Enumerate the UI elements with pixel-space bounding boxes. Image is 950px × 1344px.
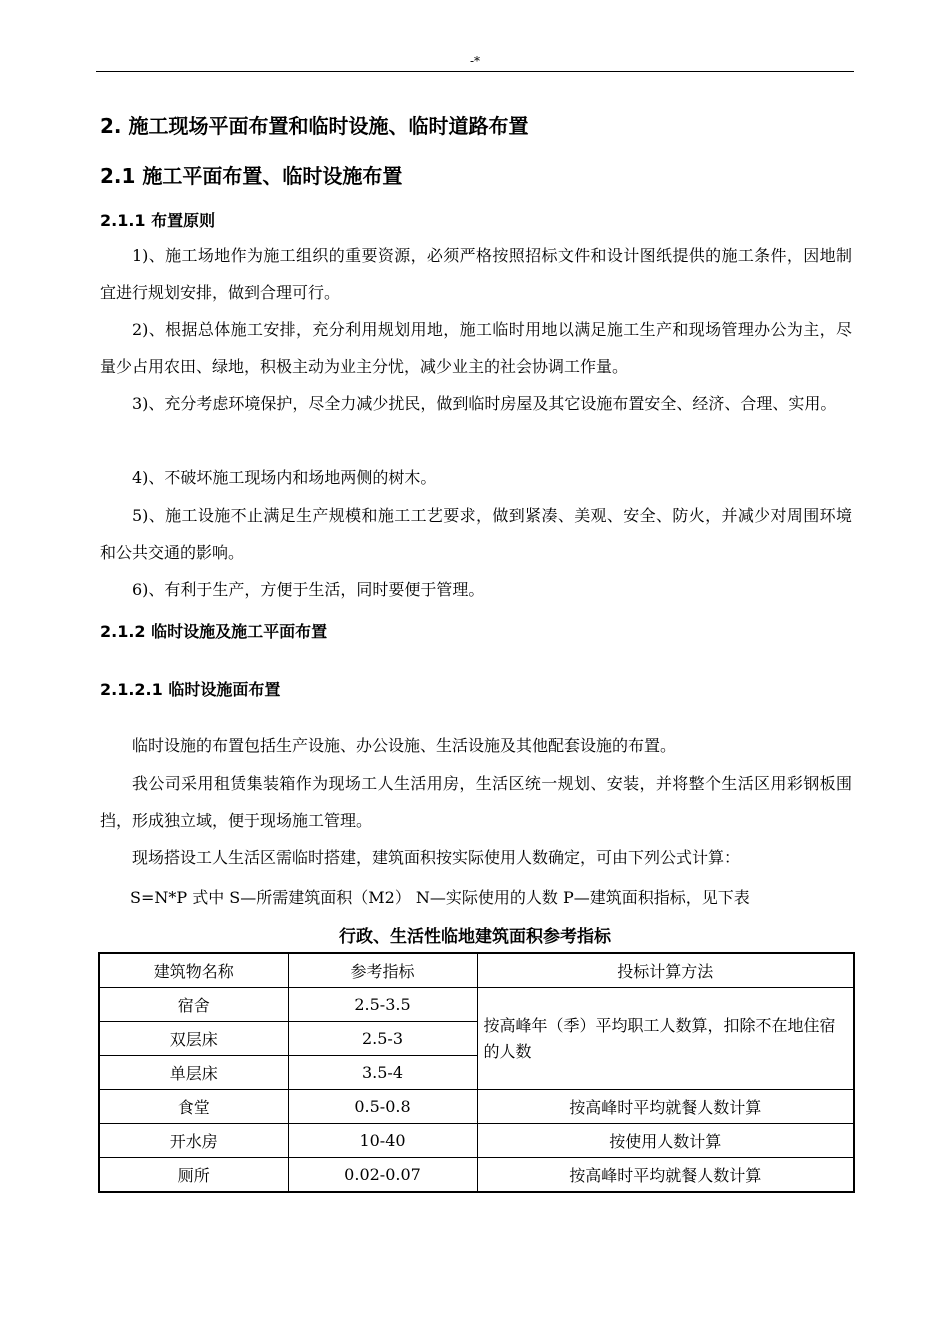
header-mark: -* (469, 54, 481, 68)
cell-method: 按使用人数计算 (477, 1124, 854, 1158)
header-reference-index: 参考指标 (288, 953, 477, 988)
header-calc-method: 投标计算方法 (477, 953, 854, 988)
cell-index: 0.5-0.8 (288, 1090, 477, 1124)
cell-method: 按高峰时平均就餐人数计算 (477, 1158, 854, 1193)
table-row (99, 1090, 854, 1124)
facility-para-3: 现场搭设工人生活区需临时搭建，建筑面积按实际使用人数确定，可由下列公式计算： (132, 848, 741, 867)
principle-6: 6)、有利于生产，方便于生活，同时要便于管理。 (132, 580, 485, 599)
table-header-row (99, 953, 854, 988)
facility-para-1: 临时设施的布置包括生产设施、办公设施、生活设施及其他配套设施的布置。 (132, 736, 677, 755)
cell-index: 10-40 (288, 1124, 477, 1158)
cell-index: 3.5-4 (288, 1056, 477, 1090)
principle-4: 4)、不破坏施工现场内和场地两侧的树木。 (132, 468, 437, 487)
principle-1: 1)、施工场地作为施工组织的重要资源，必须严格按照招标文件和设计图纸提供的施工条件，因地制宜进行规划安排，做到合理可行。 (100, 246, 852, 302)
heading-section-2-1-1: 2.1.1 布置原则 (100, 211, 216, 230)
cell-name: 食堂 (99, 1090, 288, 1124)
cell-name: 宿舍 (99, 988, 288, 1022)
reference-table (98, 952, 855, 1193)
table-title: 行政、生活性临地建筑面积参考指标 (339, 927, 611, 947)
principle-3: 3)、充分考虑环境保护，尽全力减少扰民，做到临时房屋及其它设施布置安全、经济、合理、实用。 (132, 394, 837, 413)
header-building-name: 建筑物名称 (99, 953, 288, 988)
cell-name: 单层床 (99, 1056, 288, 1090)
page-header (96, 55, 854, 72)
table-row (99, 1158, 854, 1193)
principle-2: 2)、根据总体施工安排，充分利用规划用地，施工临时用地以满足施工生产和现场管理办公为主，尽量少占用农田、绿地，积极主动为业主分忧，减少业主的社会协调工作量。 (100, 320, 852, 376)
table-row (99, 1124, 854, 1158)
cell-index: 2.5-3 (288, 1022, 477, 1056)
cell-index: 2.5-3.5 (288, 988, 477, 1022)
heading-section-2-1-2-1: 2.1.2.1 临时设施面布置 (100, 680, 281, 699)
cell-name: 厕所 (99, 1158, 288, 1193)
heading-section-2-1: 2.1 施工平面布置、临时设施布置 (100, 164, 403, 188)
cell-method: 按高峰时平均就餐人数计算 (477, 1090, 854, 1124)
heading-section-2: 2. 施工现场平面布置和临时设施、临时道路布置 (100, 114, 529, 138)
table-row (99, 988, 854, 1022)
cell-index: 0.02-0.07 (288, 1158, 477, 1193)
cell-merged-method: 按高峰年（季）平均职工人数算，扣除不在地住宿的人数 (477, 988, 854, 1090)
cell-name: 双层床 (99, 1022, 288, 1056)
formula-line: S=N*P 式中 S—所需建筑面积（M2） N—实际使用的人数 P—建筑面积指标，见下表 (130, 888, 750, 907)
facility-para-2: 我公司采用租赁集装箱作为现场工人生活用房，生活区统一规划、安装，并将整个生活区用彩钢板围挡，形成独立域，便于现场施工管理。 (100, 774, 852, 830)
heading-section-2-1-2: 2.1.2 临时设施及施工平面布置 (100, 622, 328, 641)
principle-5: 5)、施工设施不止满足生产规模和施工工艺要求，做到紧凑、美观、安全、防火，并减少对周围环境和公共交通的影响。 (100, 506, 852, 562)
cell-name: 开水房 (99, 1124, 288, 1158)
